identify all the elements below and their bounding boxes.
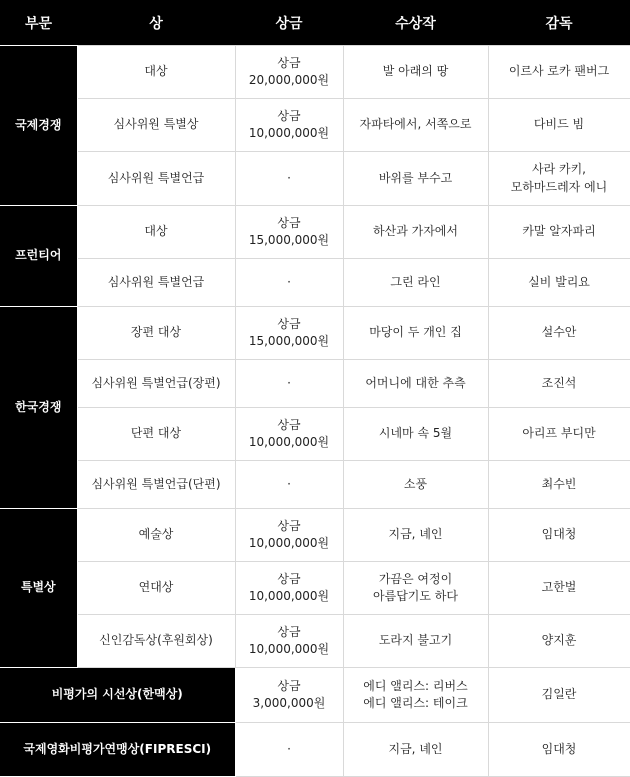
table-row — [0, 461, 630, 509]
award-cell: 신인감독상(후원회상) — [77, 615, 235, 668]
prize-cell: · — [235, 259, 343, 307]
director-cell: 임대청 — [488, 509, 630, 562]
director-cell: 다비드 빔 — [488, 99, 630, 152]
director-cell: 카말 알자파리 — [488, 206, 630, 259]
director-cell: 최수빈 — [488, 461, 630, 509]
award-cell: 장편 대상 — [77, 307, 235, 360]
work-cell: 어머니에 대한 추측 — [343, 360, 488, 408]
category-cell: 비평가의 시선상(한맥상) — [0, 668, 235, 723]
award-cell: 대상 — [77, 206, 235, 259]
prize-cell: 상금 20,000,000원 — [235, 46, 343, 99]
award-cell: 심사위원 특별언급 — [77, 152, 235, 206]
work-cell: 도라지 불고기 — [343, 615, 488, 668]
award-cell: 연대상 — [77, 562, 235, 615]
category-cell: 국제영화비평가연맹상(FIPRESCI) — [0, 723, 235, 777]
prize-cell: · — [235, 360, 343, 408]
table-row — [0, 668, 630, 723]
director-cell: 조진석 — [488, 360, 630, 408]
header-row — [0, 0, 630, 46]
work-cell: 소풍 — [343, 461, 488, 509]
table-row — [0, 46, 630, 99]
director-cell: 김일란 — [488, 668, 630, 723]
prize-cell: · — [235, 723, 343, 777]
director-cell: 실비 발리요 — [488, 259, 630, 307]
award-cell: 심사위원 특별언급 — [77, 259, 235, 307]
work-cell: 그린 라인 — [343, 259, 488, 307]
header-director: 감독 — [488, 0, 630, 46]
award-cell: 심사위원 특별상 — [77, 99, 235, 152]
table-row — [0, 307, 630, 360]
director-cell: 양지훈 — [488, 615, 630, 668]
director-cell: 임대청 — [488, 723, 630, 777]
table-row — [0, 259, 630, 307]
award-cell: 심사위원 특별언급(단편) — [77, 461, 235, 509]
header-prize: 상금 — [235, 0, 343, 46]
director-cell: 이르사 로카 팬버그 — [488, 46, 630, 99]
table-row — [0, 562, 630, 615]
header-work: 수상작 — [343, 0, 488, 46]
table-row — [0, 360, 630, 408]
prize-cell: 상금 3,000,000원 — [235, 668, 343, 723]
prize-cell: 상금 15,000,000원 — [235, 307, 343, 360]
prize-cell: 상금 10,000,000원 — [235, 562, 343, 615]
table-row — [0, 615, 630, 668]
work-cell: 하산과 가자에서 — [343, 206, 488, 259]
category-cell: 한국경쟁 — [0, 307, 77, 509]
table-row — [0, 509, 630, 562]
prize-cell: 상금 10,000,000원 — [235, 408, 343, 461]
work-cell: 시네마 속 5월 — [343, 408, 488, 461]
header-award: 상 — [77, 0, 235, 46]
prize-cell: 상금 15,000,000원 — [235, 206, 343, 259]
award-cell: 대상 — [77, 46, 235, 99]
work-cell: 자파타에서, 서쪽으로 — [343, 99, 488, 152]
award-cell: 예술상 — [77, 509, 235, 562]
work-cell: 지금, 녜인 — [343, 509, 488, 562]
prize-cell: 상금 10,000,000원 — [235, 615, 343, 668]
award-cell: 심사위원 특별언급(장편) — [77, 360, 235, 408]
work-cell: 마당이 두 개인 집 — [343, 307, 488, 360]
table-row — [0, 152, 630, 206]
prize-cell: 상금 10,000,000원 — [235, 99, 343, 152]
work-cell: 바위를 부수고 — [343, 152, 488, 206]
award-cell: 단편 대상 — [77, 408, 235, 461]
director-cell: 설수안 — [488, 307, 630, 360]
table-row — [0, 408, 630, 461]
table-row — [0, 99, 630, 152]
director-cell: 아리프 부디만 — [488, 408, 630, 461]
table-row — [0, 723, 630, 777]
work-cell: 에디 앨리스: 리버스 에디 앨리스: 테이크 — [343, 668, 488, 723]
director-cell: 사라 카키, 모하마드레자 에니 — [488, 152, 630, 206]
table-row — [0, 206, 630, 259]
category-cell: 특별상 — [0, 509, 77, 668]
work-cell: 가끔은 여정이 아름답기도 하다 — [343, 562, 488, 615]
category-cell: 프런티어 — [0, 206, 77, 307]
work-cell: 발 아래의 땅 — [343, 46, 488, 99]
category-cell: 국제경쟁 — [0, 46, 77, 206]
header-category: 부문 — [0, 0, 77, 46]
prize-cell: 상금 10,000,000원 — [235, 509, 343, 562]
prize-cell: · — [235, 461, 343, 509]
work-cell: 지금, 녜인 — [343, 723, 488, 777]
prize-cell: · — [235, 152, 343, 206]
director-cell: 고한벌 — [488, 562, 630, 615]
